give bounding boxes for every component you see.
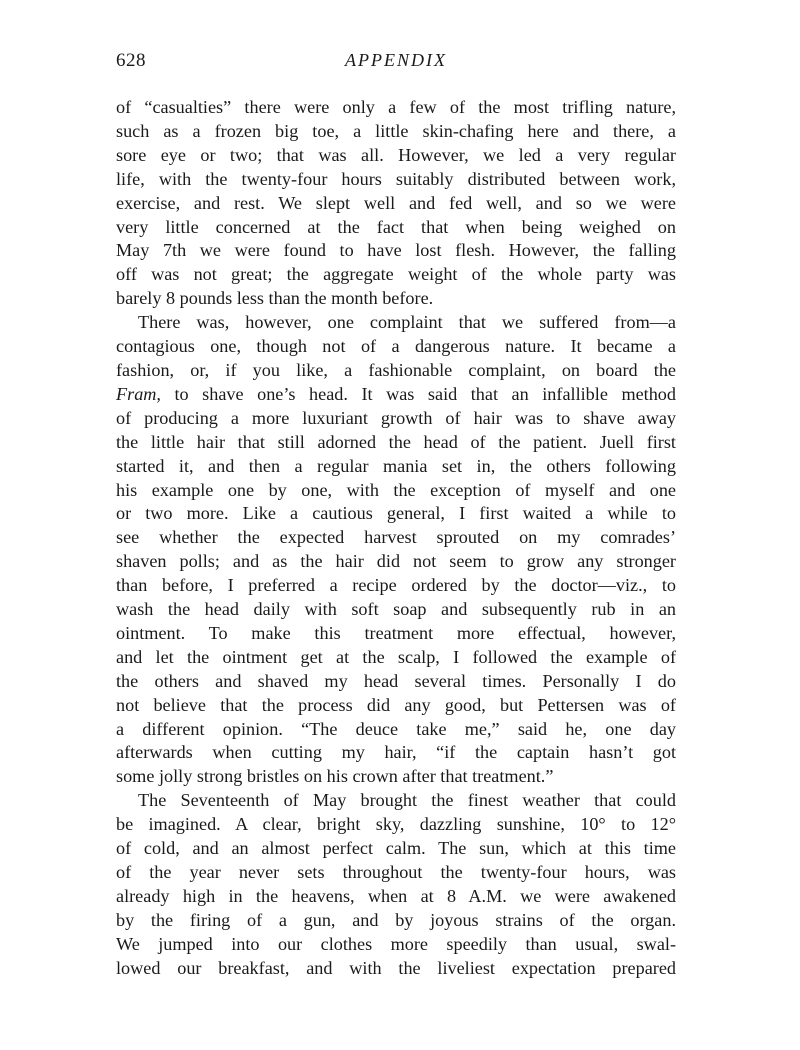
text-line: or two more. Like a cautious general, I first waited a while to [116, 503, 676, 524]
text-line: fashion, or, if you like, a fashionable complaint, on board the [116, 359, 676, 380]
text-line: a different opinion. “The deuce take me,” said he, one day [116, 718, 676, 739]
text-line: and let the ointment get at the scalp, I followed the example of [116, 646, 676, 667]
text-line: of producing a more luxuriant growth of hair was to shave away [116, 407, 676, 428]
text-line: off was not great; the aggregate weight of the whole party was [116, 264, 676, 285]
text-line: than before, I preferred a recipe ordered by the doctor—viz., to [116, 575, 676, 596]
paragraph-3 [116, 789, 676, 980]
text-line: not believe that the process did any good, but Pettersen was of [116, 694, 676, 715]
text-line: wash the head daily with soft soap and subsequently rub in an [116, 599, 676, 620]
text-line: of the year never sets throughout the twenty-four hours, was [116, 862, 676, 882]
text-line-rest: to shave one’s head. It was said that an infallible method [160, 383, 676, 404]
text-line: the others and shaved my head several times. Personally I do [116, 670, 676, 691]
text-line: some jolly strong bristles on his crown after that treatment.” [116, 766, 554, 787]
text-line: exercise, and rest. We slept well and fed well, and so we were [116, 192, 676, 213]
text-line: of cold, and an almost perfect calm. The sun, which at this time [116, 838, 676, 859]
text-line: afterwards when cutting my hair, “if the captain hasn’t got [116, 742, 676, 763]
text-line: There was, however, one complaint that we suffered from—a [138, 312, 676, 333]
ship-name-fram: Fram, [116, 383, 161, 404]
text-line: already high in the heavens, when at 8 A.M. we were awakened [116, 885, 676, 906]
text-line: very little concerned at the fact that when being weighed on [116, 216, 676, 237]
body-text [116, 96, 676, 981]
text-line: sore eye or two; that was all. However, we led a very regular [116, 144, 676, 165]
text-line: We jumped into our clothes more speedily than usual, swal- [116, 933, 676, 954]
text-line: life, with the twenty-four hours suitably distributed between work, [116, 168, 676, 189]
running-head: APPENDIX [345, 50, 447, 70]
text-line: shaven polls; and as the hair did not seem to grow any stronger [116, 551, 676, 572]
text-line: his example one by one, with the exception of myself and one [116, 479, 676, 500]
text-line: May 7th we were found to have lost flesh. However, the falling [116, 240, 676, 261]
text-line [116, 383, 676, 407]
page-header [116, 50, 676, 78]
text-line: see whether the expected harvest sprouted on my comrades’ [116, 527, 676, 548]
text-line: The Seventeenth of May brought the finest weather that could [138, 790, 676, 811]
paragraph-2 [116, 311, 676, 789]
page-number: 628 [116, 50, 146, 71]
text-line: barely 8 pounds less than the month before. [116, 288, 434, 309]
text-line: started it, and then a regular mania set in, the others following [116, 455, 676, 476]
text-line: the little hair that still adorned the head of the patient. Juell first [116, 431, 676, 452]
text-line: contagious one, though not of a dangerous nature. It became a [116, 336, 676, 357]
text-line: such as a frozen big toe, a little skin-chafing here and there, a [116, 120, 676, 141]
text-line: be imagined. A clear, bright sky, dazzling sunshine, 10° to 12° [116, 814, 676, 835]
text-line: ointment. To make this treatment more effectual, however, [116, 622, 676, 643]
text-line: lowed our breakfast, and with the liveliest expectation prepared [116, 957, 676, 978]
paragraph-1 [116, 96, 676, 311]
text-line: of “casualties” there were only a few of the most trifling nature, [116, 97, 676, 117]
text-line: by the firing of a gun, and by joyous strains of the organ. [116, 909, 676, 930]
